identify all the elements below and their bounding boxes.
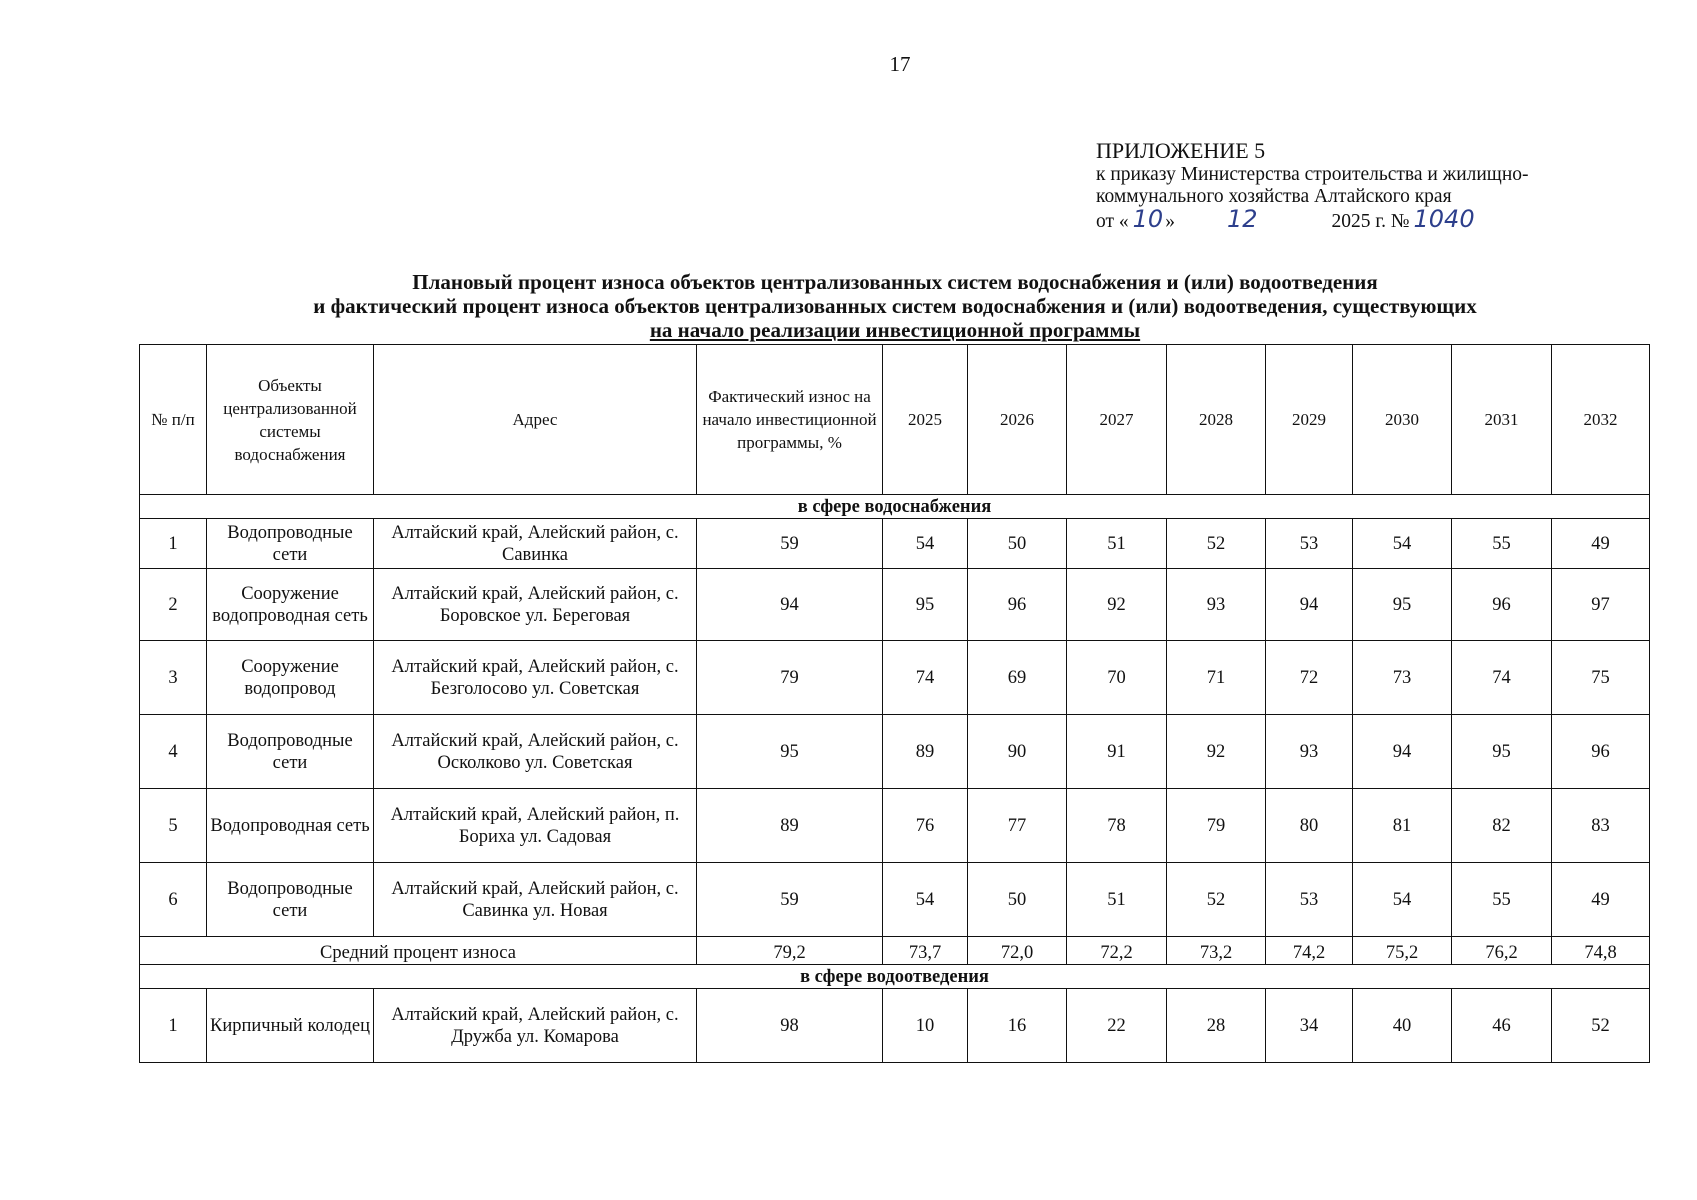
header-year: 2031 — [1452, 345, 1552, 495]
row-year-value: 28 — [1167, 989, 1266, 1063]
table-row — [140, 569, 1650, 641]
row-year-value: 96 — [1552, 715, 1650, 789]
title-line-3: на начало реализации инвестиционной программы — [649, 318, 1141, 342]
section-row-water — [140, 495, 1650, 519]
appendix-block — [1096, 138, 1529, 233]
page-number: 17 — [889, 52, 911, 76]
row-actual-wear: 59 — [697, 519, 883, 569]
row-address: Алтайский край, Алейский район, с. Савинка — [374, 519, 697, 569]
row-year-value: 96 — [968, 569, 1067, 641]
row-year-value: 82 — [1452, 789, 1552, 863]
average-value: 73,7 — [883, 937, 968, 965]
section-title-water: в сфере водоснабжения — [140, 495, 1650, 519]
row-address: Алтайский край, Алейский район, с. Безголосово ул. Советская — [374, 641, 697, 715]
average-value: 72,2 — [1067, 937, 1167, 965]
row-year-value: 79 — [1167, 789, 1266, 863]
header-object: Объекты централизованной системы водоснабжения — [207, 345, 374, 495]
row-year-value: 93 — [1167, 569, 1266, 641]
row-year-value: 54 — [1353, 519, 1452, 569]
row-year-value: 95 — [883, 569, 968, 641]
row-year-value: 78 — [1067, 789, 1167, 863]
row-year-value: 74 — [1452, 641, 1552, 715]
appendix-date-line — [1096, 205, 1529, 233]
row-year-value: 80 — [1266, 789, 1353, 863]
row-year-value: 46 — [1452, 989, 1552, 1063]
row-year-value: 76 — [883, 789, 968, 863]
row-address: Алтайский край, Алейский район, п. Бориха ул. Садовая — [374, 789, 697, 863]
average-row — [140, 937, 1650, 965]
table-row — [140, 863, 1650, 937]
row-object: Водопроводные сети — [207, 863, 374, 937]
row-number: 1 — [140, 989, 207, 1063]
header-address: Адрес — [374, 345, 697, 495]
row-year-value: 81 — [1353, 789, 1452, 863]
row-number: 4 — [140, 715, 207, 789]
appendix-line-1: к приказу Министерства строительства и жилищно- — [1096, 164, 1529, 185]
row-year-value: 93 — [1266, 715, 1353, 789]
row-address: Алтайский край, Алейский район, с. Дружба ул. Комарова — [374, 989, 697, 1063]
row-number: 5 — [140, 789, 207, 863]
average-label: Средний процент износа — [140, 937, 697, 965]
header-row — [140, 345, 1650, 495]
row-year-value: 95 — [1353, 569, 1452, 641]
row-year-value: 54 — [883, 519, 968, 569]
row-number: 6 — [140, 863, 207, 937]
row-year-value: 90 — [968, 715, 1067, 789]
average-value: 74,8 — [1552, 937, 1650, 965]
table-row — [140, 519, 1650, 569]
row-object: Сооружение водопровод — [207, 641, 374, 715]
header-year: 2025 — [883, 345, 968, 495]
row-year-value: 69 — [968, 641, 1067, 715]
table-row — [140, 715, 1650, 789]
from-label: от « — [1096, 211, 1129, 232]
header-year: 2026 — [968, 345, 1067, 495]
row-year-value: 40 — [1353, 989, 1452, 1063]
header-year: 2029 — [1266, 345, 1353, 495]
header-num: № п/п — [140, 345, 207, 495]
row-year-value: 77 — [968, 789, 1067, 863]
row-year-value: 91 — [1067, 715, 1167, 789]
average-value: 74,2 — [1266, 937, 1353, 965]
appendix-line-2: коммунального хозяйства Алтайского края — [1096, 186, 1452, 207]
row-year-value: 22 — [1067, 989, 1167, 1063]
header-year: 2032 — [1552, 345, 1650, 495]
row-year-value: 96 — [1452, 569, 1552, 641]
row-year-value: 72 — [1266, 641, 1353, 715]
row-year-value: 53 — [1266, 863, 1353, 937]
row-object: Сооружение водопроводная сеть — [207, 569, 374, 641]
table-row — [140, 989, 1650, 1063]
row-year-value: 49 — [1552, 519, 1650, 569]
header-year: 2027 — [1067, 345, 1167, 495]
row-actual-wear: 95 — [697, 715, 883, 789]
row-year-value: 92 — [1067, 569, 1167, 641]
table-row — [140, 789, 1650, 863]
row-object: Кирпичный колодец — [207, 989, 374, 1063]
header-actual-wear: Фактический износ на начало инвестиционной программы, % — [697, 345, 883, 495]
header-year: 2030 — [1353, 345, 1452, 495]
document-title — [140, 270, 1650, 342]
row-actual-wear: 94 — [697, 569, 883, 641]
row-year-value: 51 — [1067, 519, 1167, 569]
row-year-value: 55 — [1452, 863, 1552, 937]
row-address: Алтайский край, Алейский район, с. Осколково ул. Советская — [374, 715, 697, 789]
row-year-value: 95 — [1452, 715, 1552, 789]
row-year-value: 52 — [1552, 989, 1650, 1063]
row-year-value: 94 — [1266, 569, 1353, 641]
row-year-value: 89 — [883, 715, 968, 789]
header-year: 2028 — [1167, 345, 1266, 495]
handwritten-day: 10 — [1132, 205, 1164, 233]
table-row — [140, 641, 1650, 715]
row-year-value: 50 — [968, 519, 1067, 569]
average-value: 75,2 — [1353, 937, 1452, 965]
year-label: 2025 г. № — [1331, 211, 1410, 232]
row-year-value: 75 — [1552, 641, 1650, 715]
handwritten-month: 12 — [1226, 205, 1258, 233]
row-year-value: 71 — [1167, 641, 1266, 715]
row-year-value: 73 — [1353, 641, 1452, 715]
wear-table — [139, 344, 1650, 1063]
average-actual: 79,2 — [697, 937, 883, 965]
row-year-value: 50 — [968, 863, 1067, 937]
average-value: 72,0 — [968, 937, 1067, 965]
row-actual-wear: 89 — [697, 789, 883, 863]
row-year-value: 83 — [1552, 789, 1650, 863]
row-year-value: 52 — [1167, 519, 1266, 569]
row-year-value: 74 — [883, 641, 968, 715]
row-address: Алтайский край, Алейский район, с. Савинка ул. Новая — [374, 863, 697, 937]
handwritten-number: 1040 — [1413, 205, 1475, 233]
row-year-value: 53 — [1266, 519, 1353, 569]
row-year-value: 70 — [1067, 641, 1167, 715]
appendix-title: ПРИЛОЖЕНИЕ 5 — [1096, 138, 1266, 163]
row-year-value: 55 — [1452, 519, 1552, 569]
row-year-value: 54 — [1353, 863, 1452, 937]
section-title-sewer: в сфере водоотведения — [140, 965, 1650, 989]
average-value: 76,2 — [1452, 937, 1552, 965]
row-number: 3 — [140, 641, 207, 715]
row-actual-wear: 59 — [697, 863, 883, 937]
row-object: Водопроводные сети — [207, 715, 374, 789]
title-line-1: Плановый процент износа объектов централизованных систем водоснабжения и (или) водоотведения — [412, 270, 1378, 294]
row-year-value: 92 — [1167, 715, 1266, 789]
row-actual-wear: 79 — [697, 641, 883, 715]
section-row-sewer — [140, 965, 1650, 989]
row-number: 2 — [140, 569, 207, 641]
title-line-2: и фактический процент износа объектов централизованных систем водоснабжения и (или) водоотведения, существующих — [313, 294, 1477, 318]
row-year-value: 34 — [1266, 989, 1353, 1063]
row-address: Алтайский край, Алейский район, с. Боровское ул. Береговая — [374, 569, 697, 641]
row-number: 1 — [140, 519, 207, 569]
average-value: 73,2 — [1167, 937, 1266, 965]
row-year-value: 49 — [1552, 863, 1650, 937]
row-object: Водопроводная сеть — [207, 789, 374, 863]
row-year-value: 10 — [883, 989, 968, 1063]
row-year-value: 16 — [968, 989, 1067, 1063]
row-actual-wear: 98 — [697, 989, 883, 1063]
row-year-value: 52 — [1167, 863, 1266, 937]
row-year-value: 51 — [1067, 863, 1167, 937]
row-object: Водопроводные сети — [207, 519, 374, 569]
row-year-value: 94 — [1353, 715, 1452, 789]
quote-close: » — [1165, 211, 1175, 232]
row-year-value: 97 — [1552, 569, 1650, 641]
row-year-value: 54 — [883, 863, 968, 937]
